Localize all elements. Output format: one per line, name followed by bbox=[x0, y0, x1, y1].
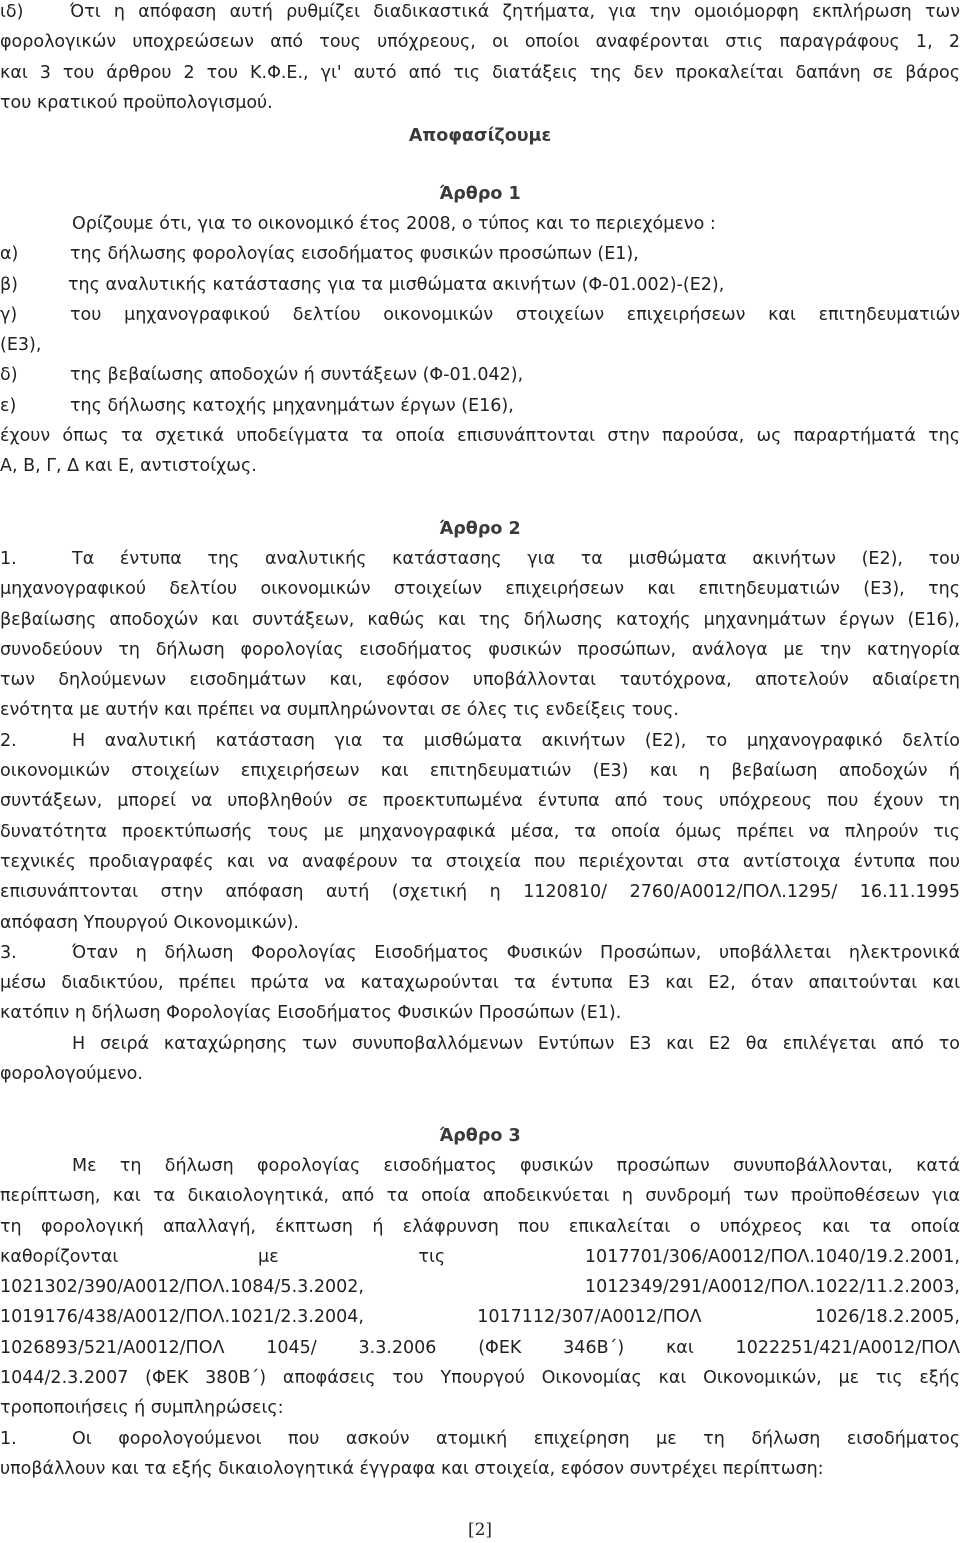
article1-item: γ) του μηχανογραφικού δελτίου οικονομικών στοιχείων επιχειρήσεων και επιτηδευματιών bbox=[0, 304, 960, 325]
article2-p3-line: 3. Όταν η δήλωση Φορολογίας Εισοδήματος Φυσικών Προσώπων, υποβάλλεται ηλεκτρονικά bbox=[0, 942, 960, 963]
article2-p1-line: βεβαίωσης αποδοχών και συντάξεων, καθώς και της δήλωσης κατοχής μηχανημάτων έργων (Ε16), bbox=[0, 609, 960, 630]
page-number: [2] bbox=[467, 1520, 493, 1540]
article3-heading: Άρθρο 3 bbox=[439, 1126, 521, 1146]
article2-heading: Άρθρο 2 bbox=[439, 519, 521, 539]
article1-item: β) της αναλυτικής κατάστασης για τα μισθώματα ακινήτων (Φ-01.002)-(Ε2), bbox=[0, 274, 725, 295]
article1-closing: έχουν όπως τα σχετικά υποδείγματα τα οποία επισυνάπτονται στην παρούσα, ως παραρτήματά της bbox=[0, 426, 960, 447]
article2-p2-line: επισυνάπτονται στην απόφαση αυτή (σχετική η 1120810/ 2760/Α0012/ΠΟΛ.1295/ 16.11.1995 bbox=[0, 882, 960, 903]
article1-item: δ) της βεβαίωσης αποδοχών ή συντάξεων (Φ-01.042), bbox=[0, 365, 524, 386]
article1-item: α) της δήλωσης φορολογίας εισοδήματος φυσικών προσώπων (Ε1), bbox=[0, 244, 639, 265]
article2-p4-line: φορολογούμενο. bbox=[0, 1064, 143, 1085]
article2-p1-line: των δηλούμενων εισοδημάτων και, εφόσον υποβάλλονται ταυτόχρονα, αποτελούν αδιαίρετη bbox=[0, 670, 960, 691]
article1-heading: Άρθρο 1 bbox=[439, 184, 521, 204]
decide-heading: Αποφασίζουμε bbox=[408, 126, 552, 146]
item-id-line: και 3 του άρθρου 2 του Κ.Φ.Ε., γι' αυτό από τις διατάξεις της δεν προκαλείται δαπάνη σε βάρος bbox=[0, 62, 960, 83]
item-id-line: του κρατικού προϋπολογισμού. bbox=[0, 92, 273, 113]
article1-item-cont: (Ε3), bbox=[0, 335, 42, 356]
item-id-line: φορολογικών υποχρεώσεων από τους υπόχρεους, οι οποίοι αναφέρονται στις παραγράφους 1, 2 bbox=[0, 32, 960, 53]
item-id-paragraph bbox=[0, 0, 960, 118]
article2-p2-line: 2. Η αναλυτική κατάσταση για τα μισθώματα ακινήτων (Ε2), το μηχανογραφικό δελτίο bbox=[0, 730, 960, 751]
article3-line: περίπτωση, και τα δικαιολογητικά, από τα οποία αποδεικνύεται η συνδρομή των προϋποθέσεων για bbox=[0, 1186, 960, 1207]
article3-line: Με τη δήλωση φορολογίας εισοδήματος φυσικών προσώπων συνυποβάλλονται, κατά bbox=[72, 1156, 960, 1176]
article2-p2-line: συντάξεων, μπορεί να υποβληθούν σε προεκτυπωμένα έντυπα από τους υπόχρεους που έχουν τη bbox=[0, 791, 960, 812]
article2-p1-line: συνοδεύουν τη δήλωση φορολογίας εισοδήματος φυσικών προσώπων, ανάλογα με την κατηγορία bbox=[0, 639, 960, 660]
article3-p1-line: 1. Οι φορολογούμενοι που ασκούν ατομική επιχείρηση με τη δήλωση εισοδήματος bbox=[0, 1428, 960, 1449]
article2-p1-line: μηχανογραφικού δελτίου οικονομικών στοιχείων επιχειρήσεων και επιτηδευματιών (Ε3), της bbox=[0, 579, 960, 600]
article2-p3-line: κατόπιν η δήλωση Φορολογίας Εισοδήματος Φυσικών Προσώπων (Ε1). bbox=[0, 1003, 622, 1024]
article2-p4-line: Η σειρά καταχώρησης των συνυποβαλλόμενων Εντύπων Ε3 και Ε2 θα επιλέγεται από το bbox=[72, 1033, 960, 1054]
article2-body bbox=[0, 544, 960, 1089]
article2-p1-line: 1. Τα έντυπα της αναλυτικής κατάστασης για τα μισθώματα ακινήτων (Ε2), του bbox=[0, 549, 960, 569]
article3-p1-line: υποβάλλουν και τα εξής δικαιολογητικά έγγραφα και στοιχεία, εφόσον συντρέχει περίπτωση: bbox=[0, 1458, 824, 1479]
article2-p2-line: δυνατότητα προεκτύπωσής τους με μηχανογραφικά μέσα, τα οποία όμως πρέπει να πληρούν τις bbox=[0, 821, 960, 842]
article1-body bbox=[0, 209, 960, 482]
article2-p1-line: ενότητα με αυτήν και πρέπει να συμπληρώνονται σε όλες τις ενδείξεις τους. bbox=[0, 700, 679, 721]
article3-line: τροποποιήσεις ή συμπληρώσεις: bbox=[0, 1398, 284, 1419]
article1-closing: Α, Β, Γ, Δ και Ε, αντιστοίχως. bbox=[0, 456, 257, 477]
article3-line: 1026893/521/Α0012/ΠΟΛ 1045/ 3.3.2006 (ΦΕΚ 346Β΄) και 1022251/421/Α0012/ΠΟΛ bbox=[0, 1337, 960, 1358]
article2-p2-line: τεχνικές προδιαγραφές και να αναφέρουν τα στοιχεία που περιέχονται στα αντίστοιχα έντυπα που bbox=[0, 851, 960, 872]
article3-body bbox=[0, 1151, 960, 1484]
item-id-label: ιδ) bbox=[0, 2, 24, 22]
article2-p3-line: μέσω διαδικτύου, πρέπει πρώτα να καταχωρούνται τα έντυπα Ε3 και Ε2, όταν απαιτούνται και bbox=[0, 973, 960, 994]
article2-p2-line: οικονομικών στοιχείων επιχειρήσεων και επιτηδευματιών (Ε3) και η βεβαίωση αποδοχών ή bbox=[0, 761, 960, 782]
article3-line: τη φορολογική απαλλαγή, έκπτωση ή ελάφρυνση που επικαλείται ο υπόχρεος και τα οποία bbox=[0, 1216, 960, 1237]
article1-item: ε) της δήλωσης κατοχής μηχανημάτων έργων (Ε16), bbox=[0, 395, 514, 416]
article3-line: 1044/2.3.2007 (ΦΕΚ 380Β΄) αποφάσεις του Υπουργού Οικονομίας και Οικονομικών, με τις εξής bbox=[0, 1368, 960, 1389]
article3-line: 1019176/438/Α0012/ΠΟΛ.1021/2.3.2004, 1017112/307/Α0012/ΠΟΛ 1026/18.2.2005, bbox=[0, 1307, 960, 1328]
article2-p2-line: απόφαση Υπουργού Οικονομικών). bbox=[0, 912, 299, 933]
article3-line: καθορίζονται με τις 1017701/306/Α0012/ΠΟΛ.1040/19.2.2001, bbox=[0, 1246, 960, 1267]
item-id-line: ιδ) Ότι η απόφαση αυτή ρυθμίζει διαδικαστικά ζητήματα, για την ομοιόμορφη εκπλήρωση των bbox=[0, 0, 960, 27]
article1-intro: Ορίζουμε ότι, για το οικονομικό έτος 2008, ο τύπος και το περιεχόμενο : bbox=[72, 214, 716, 234]
article3-line: 1021302/390/Α0012/ΠΟΛ.1084/5.3.2002, 1012349/291/Α0012/ΠΟΛ.1022/11.2.2003, bbox=[0, 1277, 960, 1298]
